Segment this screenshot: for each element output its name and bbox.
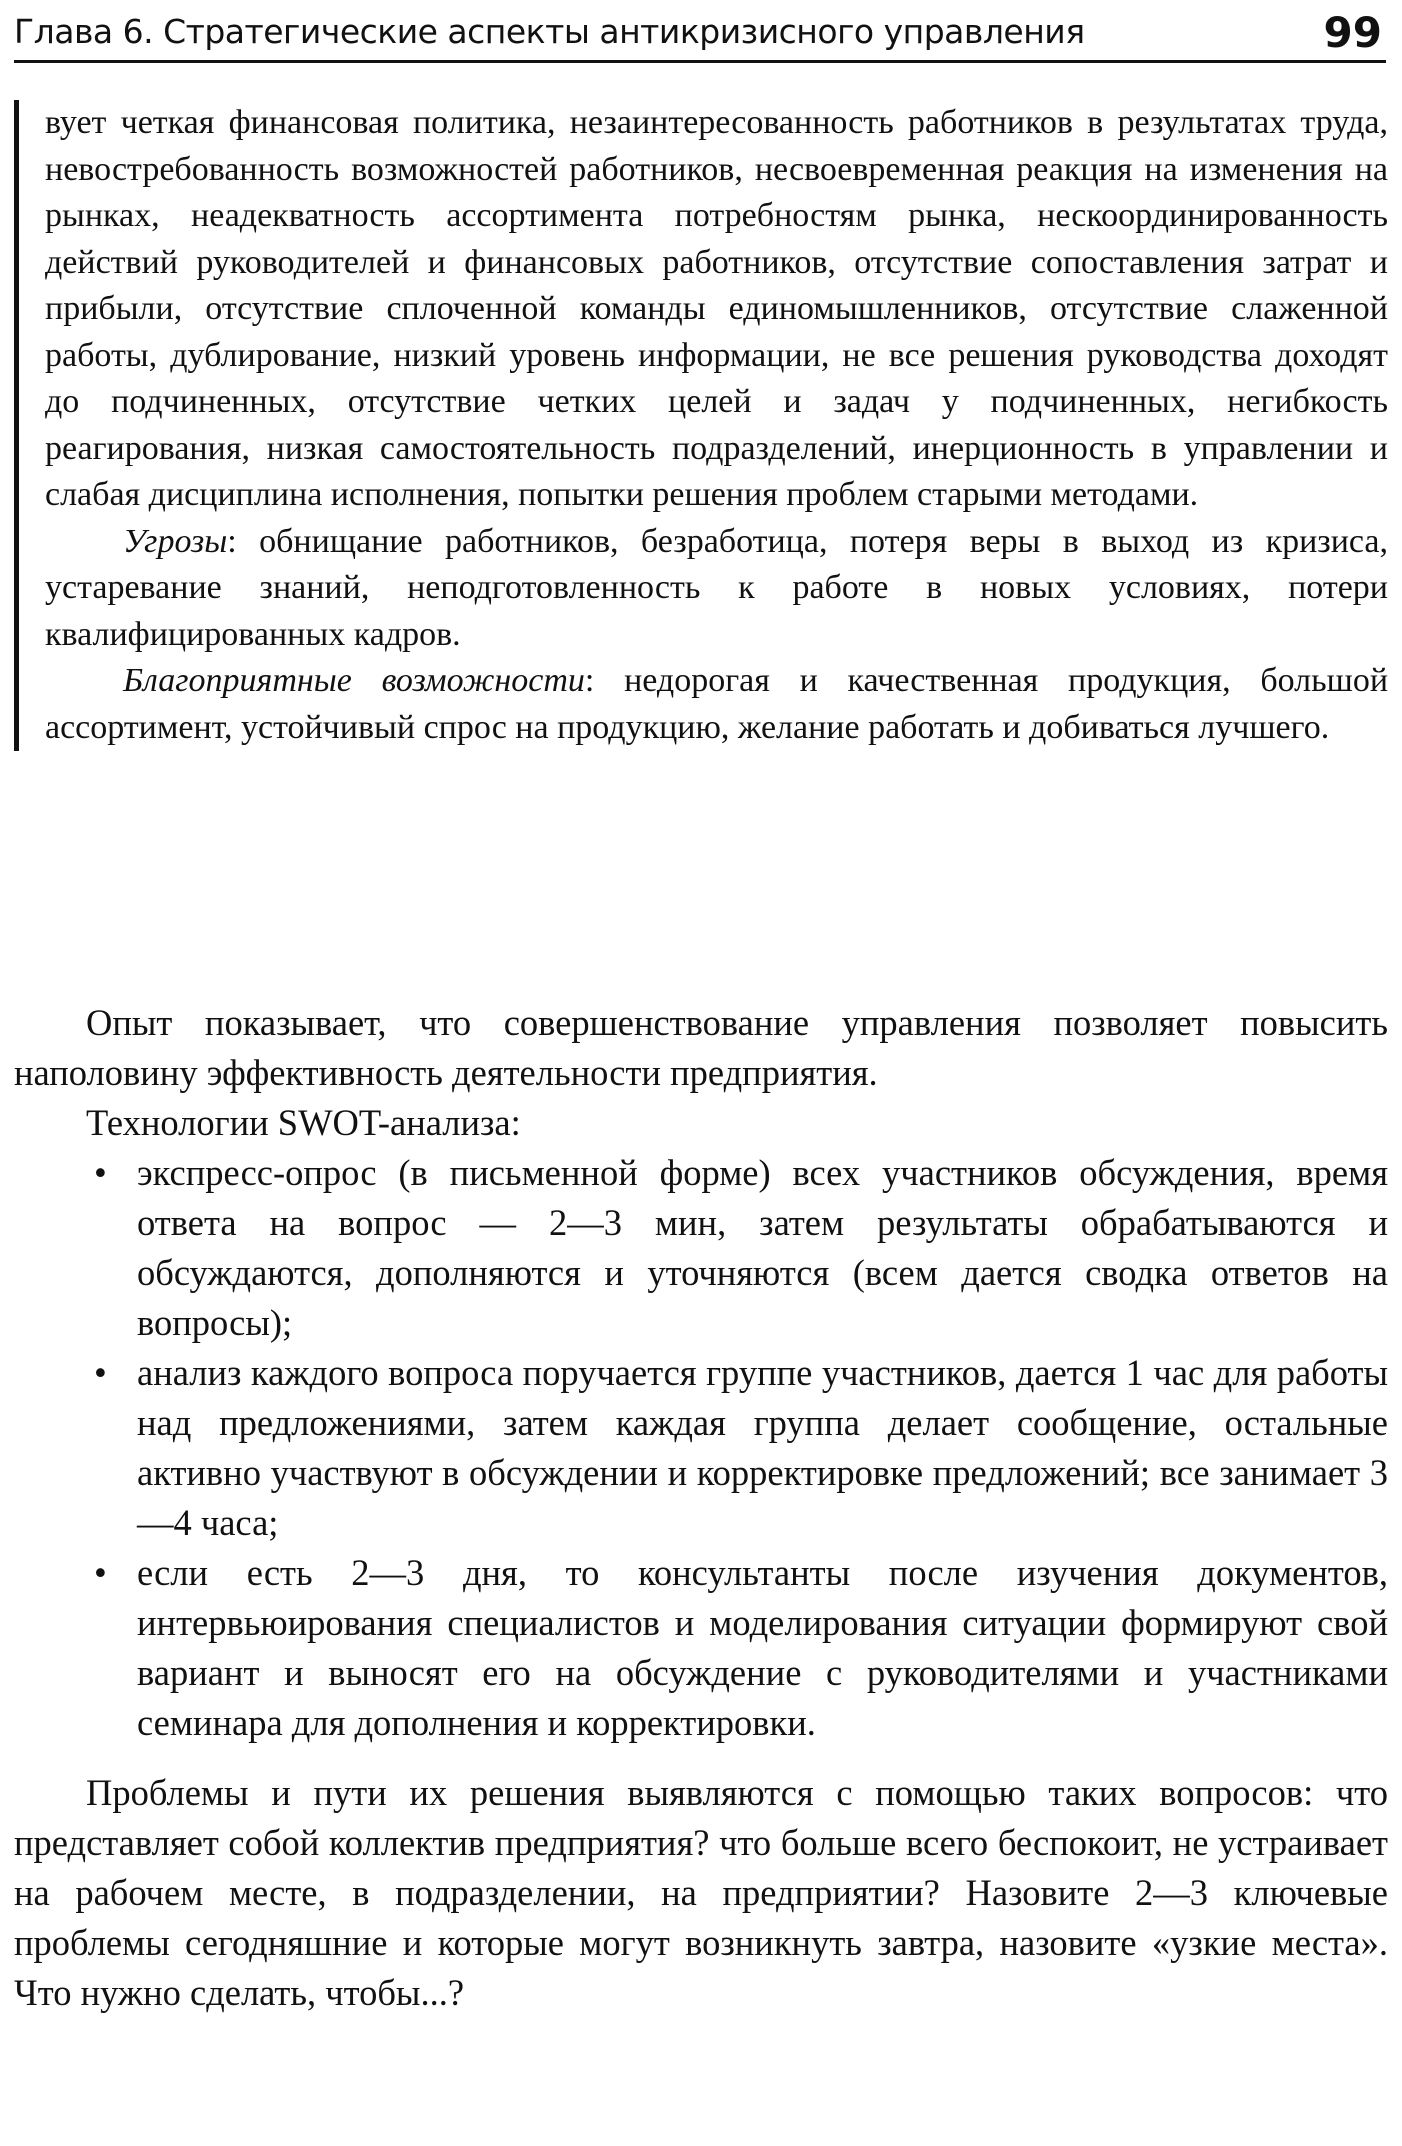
list-item-text: если есть 2—3 дня, то консультанты после изучения документов, интервьюирования специалистов и моделирования ситуации формируют свой вариант и выносят его на обсуждение с руководителями и участниками семинара для дополнения и корректировки. (137, 1552, 1388, 1743)
list-item (94, 1548, 1388, 1748)
list-item (94, 1148, 1388, 1348)
bullet-icon: • (94, 1352, 107, 1393)
bullet-icon: • (94, 1152, 107, 1193)
bullet-icon: • (94, 1552, 107, 1593)
threats-paragraph (45, 519, 1388, 659)
list-item-text: анализ каждого вопроса поручается группе участников, дается 1 час для работы над предложениями, затем каждая группа делает сообщение, остальные активно участвуют в обсуждении и корректировке предложений; все занимает 3—4 часа; (137, 1352, 1388, 1543)
main-text (14, 998, 1388, 2018)
boxed-swot-section (14, 100, 1388, 751)
running-header (14, 8, 1386, 63)
swot-technologies-list (14, 1148, 1388, 1748)
weaknesses-paragraph: вует четкая финансовая политика, незаинтересованность работников в результатах труда, невостребованность возможностей работников, несвоевременная реакция на изменения на рынках, неадекватность ассортимента потребностям рынка, нескоординированность действий руководителей и финансовых работников, отсутствие сопоставления затрат и прибыли, отсутствие сплоченной команды единомышленников, отсутствие слаженной работы, дублирование, низкий уровень информации, не все решения руководства доходят до подчиненных, отсутствие четких целей и задач у подчиненных, негибкость реагирования, низкая самостоятельность подразделений, инерционность в управлении и слабая дисциплина исполнения, попытки решения проблем старыми методами. (45, 104, 1388, 513)
page-number: 99 (1323, 8, 1382, 57)
experience-paragraph: Опыт показывает, что совершенствование управления позволяет повысить наполовину эффективность деятельности предприятия. (14, 1002, 1388, 1093)
threats-lead: Угрозы (123, 522, 228, 560)
list-item (94, 1348, 1388, 1548)
swot-list-intro: Технологии SWOT-анализа: (86, 1102, 521, 1143)
problems-paragraph: Проблемы и пути их решения выявляются с помощью таких вопросов: что представляет собой коллектив предприятия? что больше всего беспокоит, не устраивает на рабочем месте, в подразделении, на предприятии? Назовите 2—3 ключевые проблемы сегодняшние и которые могут возникнуть завтра, назовите «узкие места». Что нужно сделать, чтобы...? (14, 1772, 1388, 2013)
list-item-text: экспресс-опрос (в письменной форме) всех участников обсуждения, время ответа на вопрос — 2—3 мин, затем результаты обрабатываются и обсуждаются, дополняются и уточняются (всем дается сводка ответов на вопросы); (137, 1152, 1388, 1343)
threats-text: : обнищание работников, безработица, потеря веры в выход из кризиса, устаревание знаний, неподготовленность к работе в новых условиях, потери квалифицированных кадров. (45, 522, 1388, 653)
opportunities-lead: Благоприятные возможности (123, 662, 585, 699)
chapter-title: Глава 6. Стратегические аспекты антикризисного управления (14, 12, 1085, 51)
opportunities-paragraph (45, 658, 1388, 751)
opportunities-text: : недорогая и качественная продукция, большой ассортимент, устойчивый спрос на продукцию, желание работать и добиваться лучшего. (45, 662, 1389, 746)
